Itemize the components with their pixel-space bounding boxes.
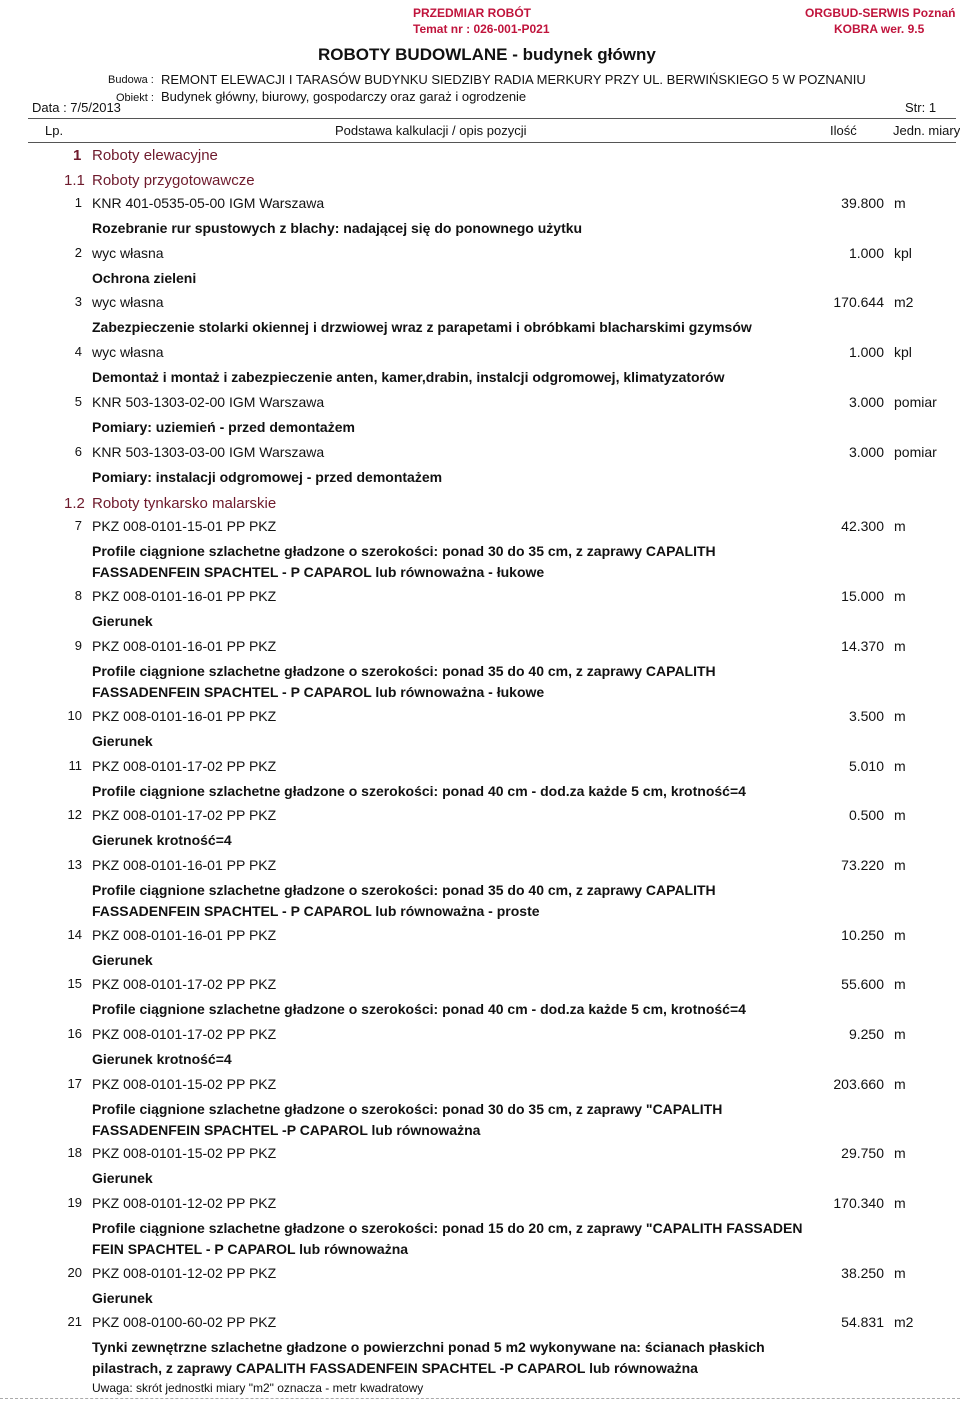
item-unit: m	[894, 807, 906, 823]
item-code: PKZ 008-0101-16-01 PP PKZ	[92, 927, 277, 943]
item-description: Profile ciągnione szlachetne gładzone o szerokości: ponad 30 do 35 cm, z zaprawy CAPALITH	[92, 543, 716, 559]
item-unit: m	[894, 588, 906, 604]
item-description: Profile ciągnione szlachetne gładzone o szerokości: ponad 40 cm - dod.za każde 5 cm, krotność=4	[92, 1001, 746, 1017]
header-rule-top	[28, 118, 956, 119]
item-unit: m	[894, 1076, 906, 1092]
item-quantity: 170.644	[833, 294, 884, 310]
item-unit: m	[894, 638, 906, 654]
item-number: 7	[74, 518, 82, 533]
item-unit: m	[894, 518, 906, 534]
item-code: PKZ 008-0101-16-01 PP PKZ	[92, 638, 277, 654]
topic-number: Temat nr : 026-001-P021	[413, 22, 550, 36]
item-unit: m	[894, 1195, 906, 1211]
budowa-value: REMONT ELEWACJI I TARASÓW BUDYNKU SIEDZIBY RADIA MERKURY PRZY UL. BERWIŃSKIEGO 5 W POZNANIU	[161, 72, 866, 87]
header-rule-bottom	[28, 142, 956, 143]
item-unit: m2	[894, 1314, 914, 1330]
item-unit: m	[894, 1265, 906, 1281]
item-number: 6	[74, 444, 82, 459]
item-quantity: 10.250	[841, 927, 884, 943]
item-description: FASSADENFEIN SPACHTEL - P CAPAROL lub równoważna - proste	[92, 903, 540, 919]
item-description: Profile ciągnione szlachetne gładzone o szerokości: ponad 40 cm - dod.za każde 5 cm, krotność=4	[92, 783, 746, 799]
col-unit: Jedn. miary	[893, 123, 960, 138]
item-number: 18	[67, 1145, 82, 1160]
item-code: PKZ 008-0101-12-02 PP PKZ	[92, 1195, 277, 1211]
item-quantity: 42.300	[841, 518, 884, 534]
item-number: 1	[74, 195, 82, 210]
item-number: 12	[67, 807, 82, 822]
item-code: PKZ 008-0101-17-02 PP PKZ	[92, 807, 277, 823]
section-1-1-title: Roboty przygotowawcze	[92, 172, 255, 189]
item-quantity: 3.500	[848, 708, 884, 724]
item-code: wyc własna	[92, 245, 164, 261]
obiekt-label: Obiekt :	[116, 92, 154, 104]
item-code: PKZ 008-0100-60-02 PP PKZ	[92, 1314, 277, 1330]
item-description: Demontaż i montaż i zabezpieczenie anten, kamer,drabin, instalcji odgromowej, klimatyzatorów	[92, 369, 725, 385]
item-code: PKZ 008-0101-16-01 PP PKZ	[92, 588, 277, 604]
software-version: KOBRA wer. 9.5	[834, 22, 925, 36]
item-unit: m	[894, 1145, 906, 1161]
section-1-2-number: 1.2	[64, 495, 85, 512]
item-quantity: 73.220	[841, 857, 884, 873]
item-quantity: 0.500	[848, 807, 884, 823]
item-description: Profile ciągnione szlachetne gładzone o szerokości: ponad 30 do 35 cm, z zaprawy "CAPALITH	[92, 1101, 723, 1117]
item-description: Pomiary: instalacji odgromowej - przed demontażem	[92, 469, 443, 485]
item-number: 4	[74, 344, 82, 359]
item-description: Profile ciągnione szlachetne gładzone o szerokości: ponad 35 do 40 cm, z zaprawy CAPALITH	[92, 882, 716, 898]
item-description: FASSADENFEIN SPACHTEL - P CAPAROL lub równoważna - łukowe	[92, 564, 545, 580]
item-number: 5	[74, 394, 82, 409]
page-number: Str: 1	[905, 100, 937, 115]
item-quantity: 9.250	[848, 1026, 884, 1042]
item-quantity: 3.000	[848, 394, 884, 410]
item-description: FEIN SPACHTEL - P CAPAROL lub równoważna	[92, 1241, 409, 1257]
item-code: PKZ 008-0101-17-02 PP PKZ	[92, 758, 277, 774]
item-quantity: 29.750	[841, 1145, 884, 1161]
item-quantity: 170.340	[833, 1195, 884, 1211]
item-unit: m	[894, 195, 906, 211]
item-description: Gierunek krotność=4	[92, 832, 232, 848]
item-code: wyc własna	[92, 344, 164, 360]
item-code: wyc własna	[92, 294, 164, 310]
item-description: Gierunek	[92, 733, 153, 749]
item-code: PKZ 008-0101-12-02 PP PKZ	[92, 1265, 277, 1281]
item-quantity: 55.600	[841, 976, 884, 992]
section-1-1-number: 1.1	[64, 172, 85, 189]
item-number: 13	[67, 857, 82, 872]
item-number: 16	[67, 1026, 82, 1041]
item-number: 20	[67, 1265, 82, 1280]
item-code: KNR 503-1303-02-00 IGM Warszawa	[92, 394, 325, 410]
item-quantity: 54.831	[841, 1314, 884, 1330]
item-description: Tynki zewnętrzne szlachetne gładzone o powierzchni ponad 5 m2 wykonywane na: ścianach płaskich	[92, 1339, 765, 1355]
item-number: 10	[67, 708, 82, 723]
document-date: Data : 7/5/2013	[32, 100, 121, 115]
item-number: 11	[68, 758, 82, 773]
item-unit: pomiar	[894, 394, 937, 410]
item-unit: m2	[894, 294, 914, 310]
item-description: Gierunek	[92, 1290, 153, 1306]
doc-type-label: PRZEDMIAR ROBÓT	[413, 6, 531, 20]
item-description: pilastrach, z zaprawy CAPALITH FASSADENFEIN SPACHTEL -P CAPAROL lub równoważna	[92, 1360, 698, 1376]
document-title: ROBOTY BUDOWLANE - budynek główny	[318, 45, 656, 64]
item-quantity: 39.800	[841, 195, 884, 211]
item-number: 8	[74, 588, 82, 603]
section-1-title: Roboty elewacyjne	[92, 147, 218, 164]
col-basis: Podstawa kalkulacji / opis pozycji	[335, 123, 527, 138]
item-description: Ochrona zieleni	[92, 270, 197, 286]
item-quantity: 15.000	[841, 588, 884, 604]
item-code: PKZ 008-0101-17-02 PP PKZ	[92, 976, 277, 992]
item-description: Profile ciągnione szlachetne gładzone o szerokości: ponad 15 do 20 cm, z zaprawy "CAPALITH FASSADEN	[92, 1220, 803, 1236]
company-name: ORGBUD-SERWIS Poznań	[805, 6, 956, 20]
section-1-number: 1	[73, 147, 82, 164]
item-number: 9	[74, 638, 82, 653]
item-description: Gierunek	[92, 952, 153, 968]
item-quantity: 1.000	[848, 344, 884, 360]
item-unit: m	[894, 758, 906, 774]
col-lp: Lp.	[45, 123, 64, 138]
item-description: FASSADENFEIN SPACHTEL -P CAPAROL lub równoważna	[92, 1122, 481, 1138]
page-bottom-rule	[0, 1398, 960, 1399]
item-code: PKZ 008-0101-15-01 PP PKZ	[92, 518, 277, 534]
section-1-2-title: Roboty tynkarsko malarskie	[92, 495, 277, 512]
item-code: KNR 503-1303-03-00 IGM Warszawa	[92, 444, 325, 460]
item-code: PKZ 008-0101-17-02 PP PKZ	[92, 1026, 277, 1042]
item-unit: kpl	[894, 245, 912, 261]
item-unit: pomiar	[894, 444, 937, 460]
item-number: 17	[67, 1076, 82, 1091]
item-quantity: 38.250	[841, 1265, 884, 1281]
item-code: PKZ 008-0101-16-01 PP PKZ	[92, 708, 277, 724]
item-number: 3	[74, 294, 82, 309]
item-code: PKZ 008-0101-15-02 PP PKZ	[92, 1145, 277, 1161]
footnote: Uwaga: skrót jednostki miary "m2" oznacza - metr kwadratowy	[92, 1381, 424, 1395]
item-code: PKZ 008-0101-16-01 PP PKZ	[92, 857, 277, 873]
item-code: KNR 401-0535-05-00 IGM Warszawa	[92, 195, 325, 211]
item-number: 21	[67, 1314, 82, 1329]
item-quantity: 14.370	[841, 638, 884, 654]
item-quantity: 3.000	[848, 444, 884, 460]
item-quantity: 5.010	[848, 758, 884, 774]
item-description: Pomiary: uziemień - przed demontażem	[92, 419, 355, 435]
item-number: 14	[67, 927, 82, 942]
item-unit: m	[894, 927, 906, 943]
obiekt-value: Budynek główny, biurowy, gospodarczy oraz garaż i ogrodzenie	[161, 89, 527, 104]
item-description: Gierunek	[92, 1170, 153, 1186]
item-description: FASSADENFEIN SPACHTEL - P CAPAROL lub równoważna - łukowe	[92, 684, 545, 700]
item-unit: kpl	[894, 344, 912, 360]
item-code: PKZ 008-0101-15-02 PP PKZ	[92, 1076, 277, 1092]
budowa-label: Budowa :	[108, 74, 154, 86]
col-qty: Ilość	[830, 123, 857, 138]
item-unit: m	[894, 708, 906, 724]
item-description: Gierunek	[92, 613, 153, 629]
item-number: 2	[74, 245, 82, 260]
item-unit: m	[894, 1026, 906, 1042]
item-description: Gierunek krotność=4	[92, 1051, 232, 1067]
item-description: Profile ciągnione szlachetne gładzone o szerokości: ponad 35 do 40 cm, z zaprawy CAPALITH	[92, 663, 716, 679]
item-description: Zabezpieczenie stolarki okiennej i drzwiowej wraz z parapetami i obróbkami blacharskimi gzymsów	[92, 319, 752, 335]
item-number: 15	[67, 976, 82, 991]
item-description: Rozebranie rur spustowych z blachy: nadającej się do ponownego użytku	[92, 220, 583, 236]
item-unit: m	[894, 857, 906, 873]
item-quantity: 203.660	[833, 1076, 884, 1092]
item-unit: m	[894, 976, 906, 992]
item-quantity: 1.000	[848, 245, 884, 261]
item-number: 19	[67, 1195, 82, 1210]
